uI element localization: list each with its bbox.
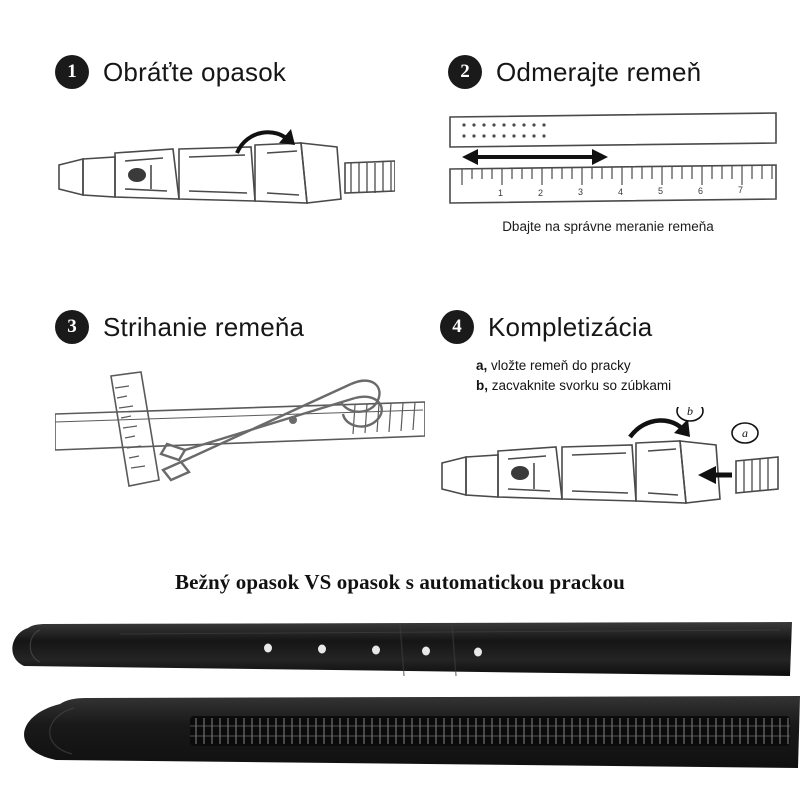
step-4-header (440, 310, 780, 344)
step-4-subline-a (476, 356, 780, 376)
step-4 (440, 310, 780, 537)
step-2-caption: Dbajte na správne meranie remeňa (502, 219, 714, 234)
step-4-marker-a: a, (476, 358, 488, 373)
svg-text:a: a (742, 425, 748, 440)
step-3-title: Strihanie remeňa (103, 311, 305, 342)
step-3 (55, 310, 425, 523)
arrow-a-icon (698, 466, 732, 484)
svg-text:1: 1 (498, 188, 504, 198)
step-2-badge: 2 (448, 55, 482, 89)
measure-arrow-icon (462, 149, 608, 165)
step-4-subline-b (476, 376, 780, 396)
callout-b (677, 407, 703, 421)
step-2-header (448, 55, 778, 89)
belts-illustration (0, 600, 800, 800)
svg-text:3: 3 (578, 187, 584, 197)
callout-a (732, 423, 758, 443)
step-1-badge: 1 (55, 55, 89, 89)
assembly-icon (440, 407, 780, 532)
step-4-sublines (476, 356, 780, 397)
step-3-illustration (55, 358, 425, 523)
step-4-text-a: vložte remeň do pracky (491, 358, 631, 373)
toothed-track (190, 716, 790, 746)
svg-text:b: b (687, 406, 693, 418)
arrow-b-icon (630, 419, 690, 437)
step-1-illustration (55, 103, 415, 218)
belt-buckle-flip-icon (55, 103, 395, 213)
scissors-icon (161, 381, 382, 480)
step-4-badge: 4 (440, 310, 474, 344)
step-4-title: Kompletizácia (488, 311, 653, 342)
svg-text:6: 6 (698, 186, 704, 196)
ruler-measure-icon (448, 103, 778, 208)
step-4-marker-b: b, (476, 378, 488, 394)
svg-text:4: 4 (618, 187, 624, 197)
step-4-illustration (440, 407, 780, 537)
step-2-title: Odmerajte remeň (496, 56, 702, 87)
scissors-cut-icon (55, 358, 425, 518)
classic-belt (12, 622, 792, 676)
rotate-arrow-icon (237, 129, 295, 153)
step-3-header (55, 310, 425, 344)
step-2 (448, 55, 778, 234)
step-1-header (55, 55, 415, 89)
comparison-title: Bežný opasok VS opasok s automatickou prackou (175, 570, 625, 594)
step-2-illustration (448, 103, 778, 213)
step-1 (55, 55, 415, 218)
svg-text:7: 7 (738, 185, 744, 195)
step-1-title: Obráťte opasok (103, 56, 287, 87)
belt-comparison (0, 600, 800, 800)
svg-text:5: 5 (658, 186, 664, 196)
automatic-belt (24, 696, 800, 768)
svg-text:2: 2 (538, 188, 544, 198)
step-4-text-b: zacvaknite svorku so zúbkami (491, 378, 672, 394)
step-3-badge: 3 (55, 310, 89, 344)
